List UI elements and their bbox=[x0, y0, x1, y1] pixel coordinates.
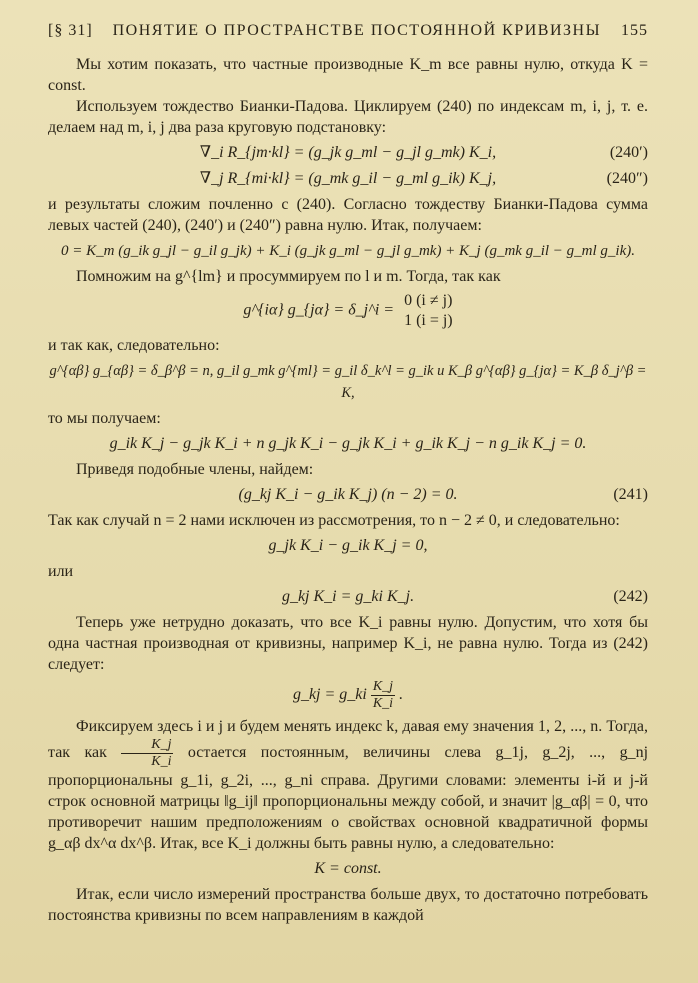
equation-text: g_kj = g_ki bbox=[292, 686, 367, 704]
fraction bbox=[371, 679, 395, 712]
word-or: или bbox=[48, 563, 74, 580]
inline-fraction bbox=[121, 737, 173, 770]
case-2: 1 (i = j) bbox=[404, 312, 453, 329]
fraction-denominator: K_i bbox=[372, 696, 394, 711]
running-header bbox=[48, 22, 648, 40]
equation-number: (240′) bbox=[609, 144, 648, 161]
equation-constant bbox=[48, 858, 648, 880]
equation-text: ∇_i R_{jm·kl} = (g_jk g_ml − g_jl g_mk) K_i, bbox=[199, 144, 497, 161]
equation-text: K = const. bbox=[314, 860, 382, 877]
equation-number: (241) bbox=[613, 486, 648, 503]
fraction-denominator: K_i bbox=[151, 754, 172, 769]
equation-kronecker bbox=[48, 291, 648, 331]
paragraph-10 bbox=[48, 716, 648, 854]
paragraph-9: Теперь уже нетрудно доказать, что все K_i равны нулю. Допустим, что хотя бы одна частная производная от кривизны, например K_i, не равна нулю. Тогда из (242) следует: bbox=[48, 614, 648, 673]
paragraph-4: Помножим на g^{lm} и просуммируем по l и m. Тогда, так как bbox=[76, 268, 501, 285]
paragraph-3: и результаты сложим почленно с (240). Согласно тождеству Бианки-Падова сумма левых частей (240), (240′) и (240″) равна нулю. Итак, получаем: bbox=[48, 196, 648, 234]
fraction-numerator: K_j bbox=[372, 679, 394, 694]
equation-fraction: g_kj = g_ki $\frac{K\_j}{K\_i}$ . bbox=[292, 679, 404, 711]
equation-text: g_kj K_i = g_ki K_j. bbox=[281, 588, 415, 605]
paragraph-6: то мы получаем: bbox=[48, 410, 161, 427]
equation-sum bbox=[48, 240, 648, 262]
equation-241 bbox=[48, 484, 648, 506]
paragraph-10-end: остается постоянным, величины слева g_1j, g_2j, ..., g_nj пропорциональны g_1i, g_2i, ..., g_ni справа. Другими словами: элементы i-й и j-й строк основной матрицы ‖g_ij‖ пропорциональны между собой, и значит |g_αβ| = 0, что противоречит нашим предположениям о свойствах основной квадратичной формы g_αβ dx^α dx^β. Итак, все K_i должны быть равны нулю, а следовательно: bbox=[48, 744, 649, 852]
equation-text: ∇_j R_{mi·kl} = (g_mk g_il − g_ml g_ik) K_j, bbox=[199, 170, 497, 187]
running-title: ПОНЯТИЕ О ПРОСТРАНСТВЕ ПОСТОЯННОЙ КРИВИЗНЫ bbox=[112, 22, 602, 39]
equation-240-double-prime bbox=[48, 168, 648, 190]
equation-number: (240″) bbox=[606, 170, 648, 187]
equation-contractions bbox=[48, 360, 648, 404]
paragraph-2: Используем тождество Бианки-Падова. Циклируем (240) по индексам m, i, j, т. е. делаем над m, i, j два раза круговую подстановку: bbox=[48, 98, 648, 136]
paragraph-10-start: Фиксируем здесь i и j и будем менять индекс k, давая ему значения 1, 2, ..., n. Тогда, так как bbox=[48, 718, 648, 762]
equation-text: (g_kj K_i − g_ik K_j) (n − 2) = 0. bbox=[238, 486, 458, 503]
section-ref: [§ 31] bbox=[48, 22, 93, 39]
equation-intermediate bbox=[48, 535, 648, 557]
equation-240-prime bbox=[48, 142, 648, 164]
paragraph-5: и так как, следовательно: bbox=[48, 337, 220, 354]
equation-result bbox=[48, 433, 648, 455]
equation-text: g^{iα} g_{jα} = δ_j^i = bbox=[243, 301, 395, 319]
equation-text: g^{αβ} g_{αβ} = δ_β^β = n, g_il g_mk g^{ml} = g_il δ_k^l = g_ik и K_β g^{αβ} g_{jα} = K_β δ_j^β = K, bbox=[49, 363, 647, 401]
paragraph-11: Итак, если число измерений пространства больше двух, то достаточно потребовать постоянства кривизны по всем направлениям в каждой bbox=[48, 886, 648, 924]
paragraph-8: Так как случай n = 2 нами исключен из рассмотрения, то n − 2 ≠ 0, и следовательно: bbox=[48, 512, 620, 529]
equation-cases bbox=[404, 291, 453, 331]
equation-text: 0 = K_m (g_ik g_jl − g_il g_jk) + K_i (g_jk g_ml − g_jl g_mk) + K_j (g_mk g_il − g_ml g_ik). bbox=[60, 243, 635, 259]
paragraph-7: Приведя подобные члены, найдем: bbox=[76, 461, 314, 478]
case-1: 0 (i ≠ j) bbox=[404, 292, 453, 309]
fraction-numerator: K_j bbox=[121, 737, 173, 754]
equation-text: g_ik K_j − g_jk K_i + n g_jk K_i − g_jk K_i + g_ik K_j − n g_ik K_j = 0. bbox=[109, 435, 587, 452]
page-number: 155 bbox=[621, 22, 648, 39]
equation-242 bbox=[48, 586, 648, 608]
paragraph-1: Мы хотим показать, что частные производные K_m все равны нулю, откуда K = const. bbox=[48, 56, 648, 94]
equation-number: (242) bbox=[613, 588, 648, 605]
equation-text: g_jk K_i − g_ik K_j = 0, bbox=[268, 537, 428, 554]
